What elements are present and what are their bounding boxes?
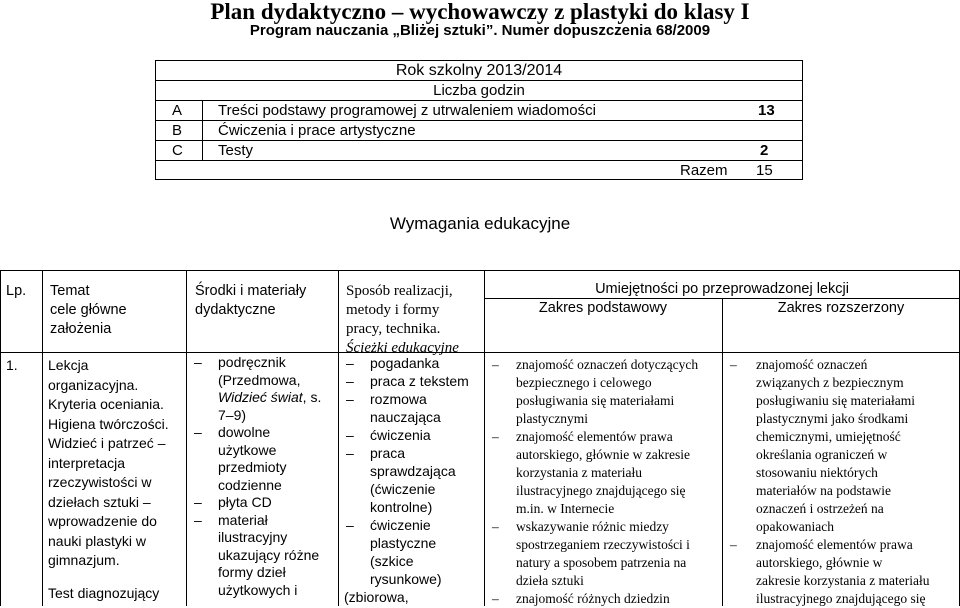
header-topic — [50, 282, 127, 339]
dash-icon: – — [194, 511, 202, 528]
list-item — [344, 426, 482, 444]
row-letter: A — [172, 102, 183, 119]
item-line: (zbiorowa, — [344, 589, 409, 605]
row-label: Treści podstawy programowej z utrwaleniem wiadomości — [218, 102, 596, 119]
header-line: Ścieżki edukacyjne — [346, 340, 459, 356]
item-line: ilustracyjny — [218, 529, 288, 545]
item-line: codzienne — [218, 476, 282, 493]
list-item — [490, 428, 720, 518]
item-line: dzieła sztuki — [516, 573, 584, 588]
item-line: znajomość oznaczeń — [756, 357, 868, 372]
item-line: określania ograniczeń w — [756, 447, 888, 462]
item-line: kontrolne) — [370, 499, 433, 515]
item-line: formy dzieł — [218, 564, 286, 580]
item-line: płyta CD — [218, 494, 272, 510]
topic-line: organizacyjna. — [48, 376, 139, 393]
topic-line: wprowadzenie do — [48, 513, 157, 529]
list-item — [344, 444, 482, 516]
item-line: (Przedmowa, — [218, 371, 301, 388]
dash-icon: – — [346, 355, 354, 371]
dash-icon: – — [730, 357, 737, 372]
italic-text: Widzieć świat — [218, 389, 303, 405]
dash-icon: – — [194, 494, 202, 510]
school-year: Rok szkolny 2013/2014 — [395, 62, 563, 79]
list-item — [192, 494, 336, 512]
item-line: bezpiecznego i celowego — [516, 375, 652, 390]
total-label: Razem — [680, 162, 728, 179]
item-line: stosowaniu niektórych — [756, 465, 878, 480]
item-line — [218, 389, 336, 407]
header-line: dydaktyczne — [195, 302, 276, 318]
row-letter: B — [172, 122, 183, 139]
list-item — [490, 518, 720, 590]
header-methods — [346, 282, 459, 358]
item-line: pogadanka — [370, 355, 440, 371]
item-line: autorskiego, głównie w zakresie — [516, 447, 690, 462]
divider — [0, 270, 1, 606]
item-line: dowolne — [218, 424, 271, 440]
row-label: Testy — [218, 142, 254, 159]
dash-icon: – — [492, 357, 499, 372]
list-item — [728, 356, 958, 536]
topic-line: Higiena twórczości. — [48, 415, 169, 432]
item-line: opakowaniach — [756, 519, 834, 534]
item-text: , s. — [302, 389, 322, 405]
item-line: posługiwania się materiałami — [516, 393, 675, 408]
header-lp: Lp. — [6, 283, 27, 299]
topic-line: gimnazjum. — [48, 552, 120, 568]
row-value: 13 — [758, 102, 775, 119]
topic-line: Lekcja — [48, 357, 89, 373]
item-line: m.in. w Internecie — [516, 501, 615, 516]
item-line: 7–9) — [218, 406, 247, 423]
dash-icon: – — [346, 427, 354, 443]
item-line: autorskiego, głównie w — [756, 555, 883, 570]
dash-icon: – — [194, 424, 202, 440]
header-line: metody i formy — [346, 302, 440, 318]
dash-icon: – — [492, 429, 499, 444]
item-line: chemicznymi, umiejętność — [756, 429, 901, 444]
item-line: znajomość elementów prawa — [516, 429, 673, 444]
dash-icon: – — [346, 373, 354, 389]
item-line: spostrzeganiem rzeczywistości i — [516, 537, 690, 552]
topic-cell — [48, 356, 184, 603]
requirements-title: Wymagania edukacyjne — [389, 214, 571, 233]
dash-icon: – — [730, 537, 737, 552]
item-line: rozmowa — [370, 391, 427, 407]
hours-table — [155, 60, 803, 180]
header-basic: Zakres podstawowy — [538, 300, 668, 316]
item-line: ćwiczenie — [370, 517, 431, 533]
item-line: ilustracyjnego znajdującego się — [756, 591, 926, 606]
item-line: plastyczne — [370, 535, 437, 551]
dash-icon: – — [492, 519, 499, 534]
dash-icon: – — [194, 354, 202, 370]
dash-icon: – — [492, 591, 499, 606]
methods-cell — [344, 354, 482, 606]
list-item — [490, 590, 720, 608]
row-letter: C — [172, 142, 183, 159]
list-item — [344, 516, 482, 588]
list-item — [344, 390, 482, 426]
divider — [0, 270, 960, 271]
item-line: ilustracyjnego znajdującego się — [516, 483, 686, 498]
item-line: wskazywanie różnic miedzy — [516, 519, 669, 534]
item-line: plastycznymi — [516, 411, 588, 426]
item-line: materiałów na podstawie — [756, 483, 891, 498]
hours-label: Liczba godzin — [433, 82, 525, 99]
divider — [0, 352, 960, 353]
dash-icon: – — [346, 445, 354, 461]
extended-skills-cell — [728, 356, 958, 608]
item-line: związanych z bezpiecznym — [756, 375, 904, 390]
dash-icon: – — [346, 517, 354, 533]
divider — [186, 270, 187, 606]
divider — [484, 270, 485, 606]
header-line: założenia — [50, 321, 112, 337]
header-line: Środki i materiały — [195, 283, 307, 299]
topic-line: dziełach sztuki – — [48, 493, 151, 510]
row-label: Ćwiczenia i prace artystyczne — [218, 122, 416, 139]
list-item — [344, 354, 482, 372]
topic-line: Widzieć i patrzeć – — [48, 435, 166, 451]
item-line: plastycznymi jako środkami — [756, 411, 909, 426]
item-line: (ćwiczenie — [370, 481, 436, 497]
header-means — [195, 282, 306, 320]
item-line: materiał — [218, 511, 268, 528]
divider — [722, 298, 723, 606]
header-extended: Zakres rozszerzony — [777, 300, 905, 316]
item-line: użytkowych i — [218, 581, 298, 598]
row-value: 2 — [760, 142, 769, 159]
item-line: praca — [370, 445, 406, 461]
list-item — [728, 536, 958, 608]
topic-line: nauki plastyki w — [48, 532, 147, 549]
list-item — [344, 372, 482, 390]
document-subtitle: Program nauczania „Bliżej sztuki”. Numer dopuszczenia 68/2009 — [249, 22, 711, 39]
header-line: Temat — [50, 283, 90, 299]
item-line: przedmioty — [218, 459, 287, 475]
row-number: 1. — [6, 357, 18, 373]
list-item — [192, 512, 336, 600]
item-line: podręcznik — [218, 354, 286, 370]
item-line: posługiwaniu się materiałami — [756, 393, 915, 408]
list-item — [490, 356, 720, 428]
item-line: użytkowe — [218, 441, 277, 458]
list-item — [192, 424, 336, 494]
topic-line: Kryteria oceniania. — [48, 396, 164, 412]
document-title: Plan dydaktyczno – wychowawczy z plastyki do klasy I — [210, 0, 750, 24]
header-skills: Umiejętności po przeprowadzonej lekcji — [595, 281, 849, 297]
means-cell — [192, 354, 336, 599]
basic-skills-cell — [490, 356, 720, 608]
topic-line: interpretacja — [48, 454, 126, 471]
item-line: korzystania z materiału — [516, 465, 642, 480]
header-line: Sposób realizacji, — [346, 283, 453, 299]
topic-line: rzeczywistości w — [48, 474, 152, 490]
item-line: ćwiczenia — [370, 427, 431, 443]
item-line: znajomość oznaczeń dotyczących — [516, 357, 699, 372]
item-line: sprawdzająca — [370, 463, 456, 479]
divider — [338, 270, 339, 606]
list-item — [192, 354, 336, 424]
dash-icon: – — [346, 391, 354, 407]
divider — [42, 270, 43, 606]
item-line: ukazujący różne — [218, 546, 320, 563]
item-line: praca z tekstem — [370, 373, 469, 389]
item-line: oznaczeń i ostrzeżeń na — [756, 501, 884, 516]
header-line: pracy, technika. — [346, 321, 441, 337]
item-line: (szkice — [370, 553, 414, 569]
item-line: zakresie korzystania z materiału — [756, 573, 930, 588]
divider — [202, 100, 203, 160]
header-line: cele główne — [50, 302, 127, 318]
item-line: rysunkowe) — [370, 571, 442, 587]
total-value: 15 — [756, 162, 773, 179]
item-line: znajomość elementów prawa — [756, 537, 913, 552]
item-line: nauczająca — [370, 409, 441, 425]
item-line: natury a sposobem patrzenia na — [516, 555, 687, 570]
topic-line: Test diagnozujący — [48, 584, 160, 601]
item-line: znajomość różnych dziedzin — [516, 591, 670, 606]
